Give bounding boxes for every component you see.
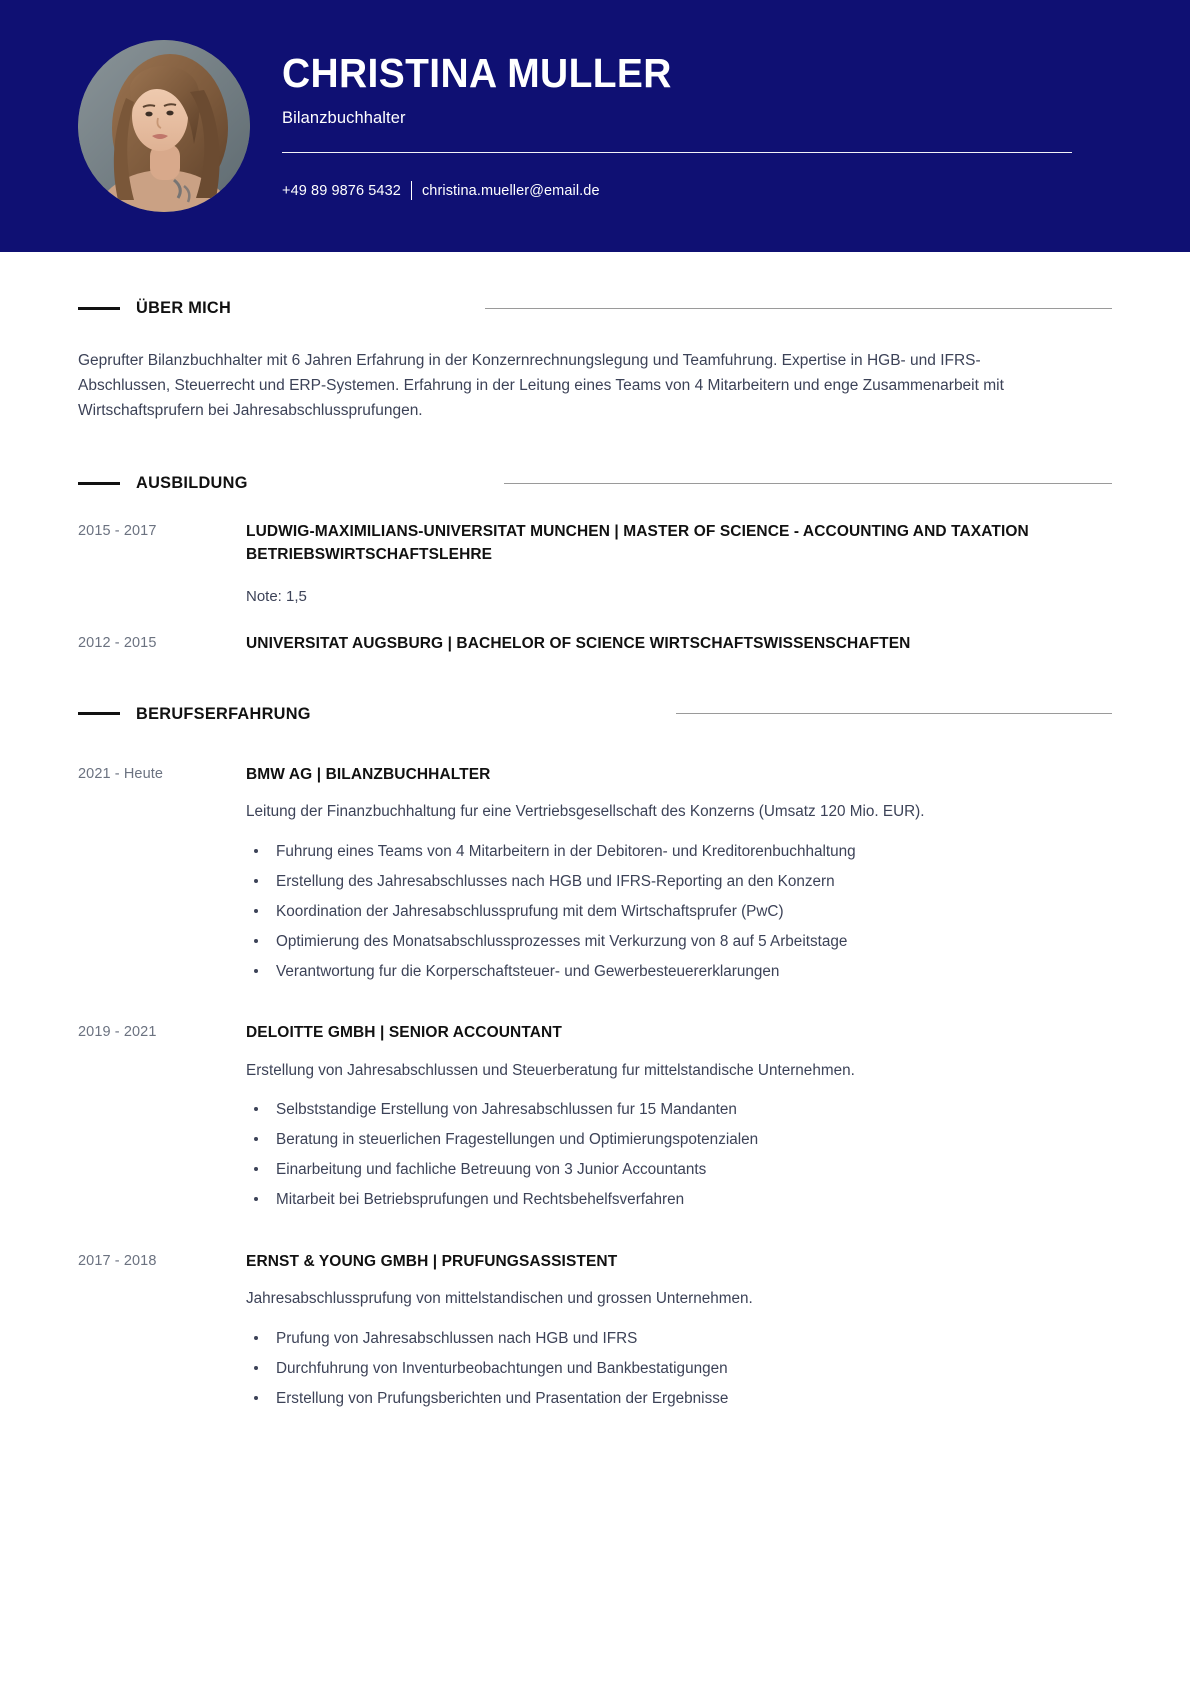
education-entry-date: 2015 - 2017 [78,523,157,540]
email-address: christina.mueller@email.de [421,182,600,199]
avatar [78,40,250,212]
phone-number: +49 89 9876 5432 [282,182,401,199]
experience-bullet-list [246,1328,1112,1409]
list-item: Verantwortung fur die Korperschaftsteuer- und Gewerbesteuererklarungen [246,961,1112,982]
about-text: Geprufter Bilanzbuchhalter mit 6 Jahren Erfahrung in der Konzernrechnungslegung und Teamfuhrung. Expertise in HGB- und IFRS-Abschlussen, Steuerrecht und ERP-Systemen. Erfahrung in der Leitung eines Teams von 4 Mitarbeitern und enge Zusammenarbeit mit Wirtschaftsprufern bei Jahresabschlussprufungen. [78,352,1004,420]
experience-entry-date: 2017 - 2018 [78,1252,157,1269]
experience-entry [78,764,1112,982]
experience-entry-body [246,764,1112,982]
experience-bullet-list [246,841,1112,983]
resume-content [0,298,1190,1409]
experience-entry-description: Jahresabschlussprufung von mittelstandischen und grossen Unternehmen. [246,1290,753,1308]
list-item: Optimierung des Monatsabschlussprozesses mit Verkurzung von 8 auf 5 Arbeitstage [246,931,1112,952]
avatar-portrait-icon [78,40,250,212]
experience-bullet-list [246,1099,1112,1210]
education-entry-body [246,633,1112,655]
education-entry-title: LUDWIG-MAXIMILIANS-UNIVERSITAT MUNCHEN | MASTER OF SCIENCE - ACCOUNTING AND TAXATION BETRIEBSWIRTSCHAFTSLEHRE [246,523,1029,563]
section-dash-icon [78,482,120,485]
list-item: Koordination der Jahresabschlussprufung mit dem Wirtschaftsprufer (PwC) [246,901,1112,922]
contact-separator [411,181,412,200]
list-item: Einarbeitung und fachliche Betreuung von 3 Junior Accountants [246,1159,1112,1180]
page-title: CHRISTINA MULLER [282,49,672,96]
experience-entry [78,1022,1112,1210]
list-item: Erstellung des Jahresabschlusses nach HGB und IFRS-Reporting an den Konzern [246,871,1112,892]
list-item: Beratung in steuerlichen Fragestellungen und Optimierungspotenzialen [246,1129,1112,1150]
section-dash-icon [78,307,120,310]
section-title-education: AUSBILDUNG [136,473,248,493]
section-header-experience [78,704,1112,724]
list-item: Prufung von Jahresabschlussen nach HGB und IFRS [246,1328,1112,1349]
experience-entry-date: 2019 - 2021 [78,1024,157,1041]
section-rule [676,713,1112,714]
education-entry [78,521,1112,605]
experience-entry-title: ERNST & YOUNG GMBH | PRUFUNGSASSISTENT [246,1252,618,1270]
experience-entry-date: 2021 - Heute [78,765,164,782]
resume-header [0,0,1190,252]
section-title-experience: BERUFSERFAHRUNG [136,703,311,723]
section-rule [485,308,1112,309]
experience-entry-description: Leitung der Finanzbuchhaltung fur eine Vertriebsgesellschaft des Konzerns (Umsatz 120 Mio. EUR). [246,803,925,821]
education-entry [78,633,1112,655]
experience-entry [78,1251,1112,1409]
contact-line [282,181,1072,200]
list-item: Mitarbeit bei Betriebsprufungen und Rechtsbehelfsverfahren [246,1189,1112,1210]
education-entry-title: UNIVERSITAT AUGSBURG | BACHELOR OF SCIENCE WIRTSCHAFTSWISSENSCHAFTEN [246,635,911,653]
experience-entry-title: DELOITTE GMBH | SENIOR ACCOUNTANT [246,1024,562,1042]
list-item: Fuhrung eines Teams von 4 Mitarbeitern in der Debitoren- und Kreditorenbuchhaltung [246,841,1112,862]
list-item: Durchfuhrung von Inventurbeobachtungen und Bankbestatigungen [246,1358,1112,1379]
experience-entry-description: Erstellung von Jahresabschlussen und Steuerberatung fur mittelstandische Unternehmen. [246,1061,855,1079]
list-item: Erstellung von Prufungsberichten und Prasentation der Ergebnisse [246,1388,1112,1409]
experience-entry-title: BMW AG | BILANZBUCHHALTER [246,765,491,783]
section-dash-icon [78,712,120,715]
education-entry-body [246,521,1112,605]
education-entry-note: Note: 1,5 [246,588,307,606]
header-divider [282,152,1072,153]
header-text-block [282,49,1190,200]
section-rule [504,483,1112,484]
section-header-education [78,473,1112,493]
section-header-about [78,298,1112,318]
education-entry-date: 2012 - 2015 [78,635,157,652]
job-title: Bilanzbuchhalter [282,109,406,128]
list-item: Selbststandige Erstellung von Jahresabschlussen fur 15 Mandanten [246,1099,1112,1120]
section-title-about: ÜBER MICH [136,298,232,317]
experience-entry-body [246,1022,1112,1210]
experience-entry-body [246,1251,1112,1409]
